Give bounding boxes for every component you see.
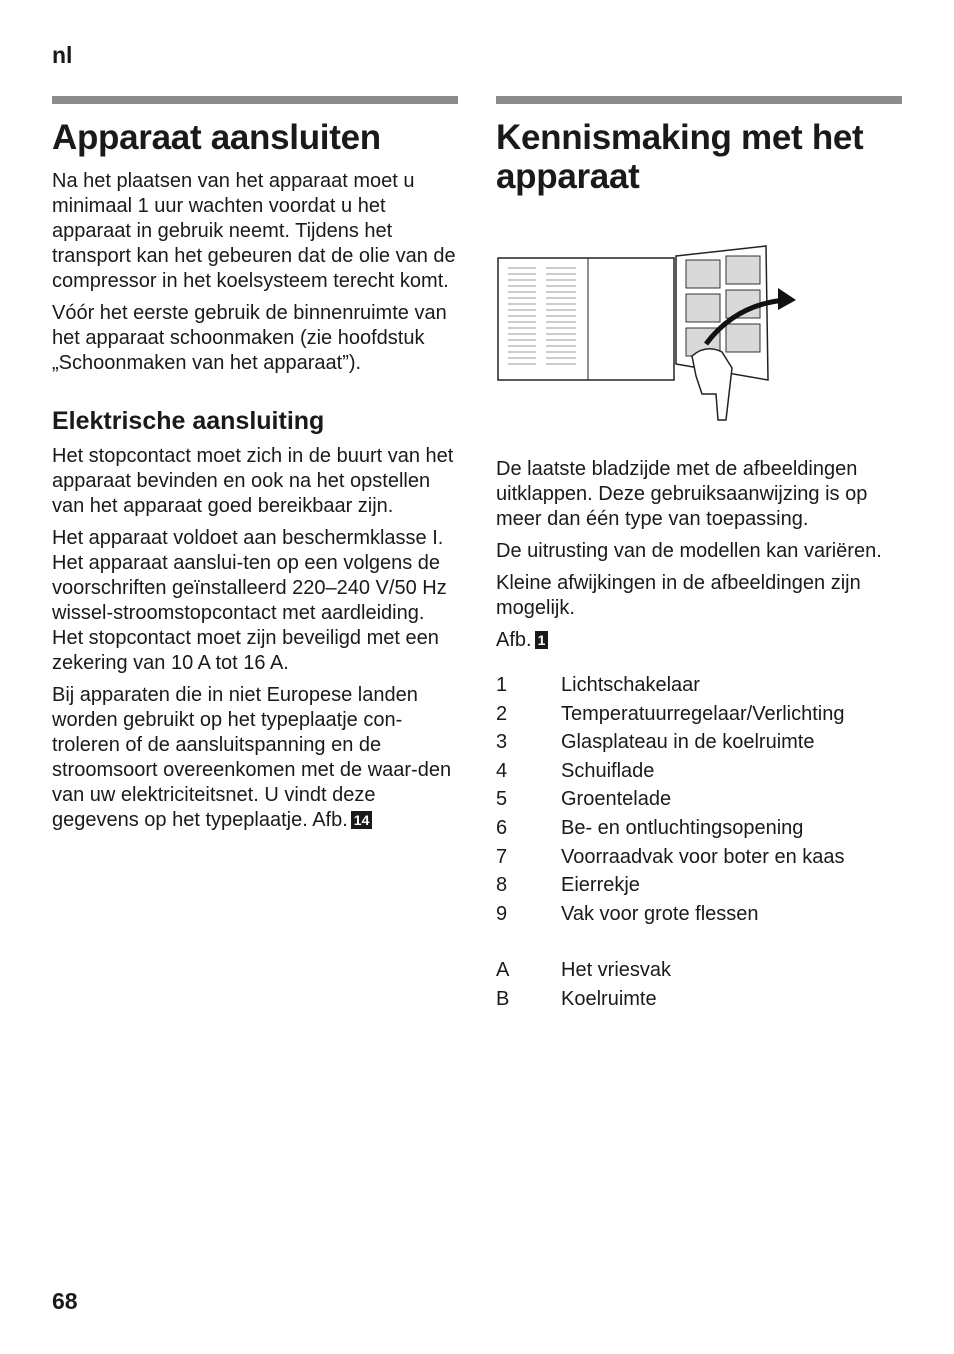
list-item	[496, 757, 902, 786]
item-number: 8	[496, 874, 508, 897]
item-label: Schuiflade	[561, 759, 655, 782]
section-title-aansluiten: Apparaat aansluiten	[52, 118, 381, 157]
section-rule	[52, 96, 458, 104]
item-label: Glasplateau in de koelruimte	[561, 731, 815, 754]
item-label: Koelruimte	[561, 987, 657, 1010]
paragraph-text: Bij apparaten die in niet Europese landen worden gebruikt op het typeplaatje con-troleren of de aansluitspanning en de stroomsoort overeenkomen met de waar-den van uw elektriciteitsnet. U vindt deze gegevens op het typeplaatje. Afb.	[52, 684, 452, 831]
list-item	[496, 843, 902, 872]
item-label: Temperatuurregelaar/Verlichting	[561, 702, 845, 725]
item-label: Groentelade	[561, 788, 672, 811]
item-label: Lichtschakelaar	[561, 674, 700, 696]
language-code: nl	[52, 42, 73, 68]
list-gap	[496, 928, 902, 956]
left-column	[52, 96, 458, 840]
paragraph: Na het plaatsen van het apparaat moet u minimaal 1 uur wachten voordat u het apparaat in gebruik neemt. Tijdens het transport kan het gebeuren dat de olie van de compressor in het koelsysteem terecht komt.	[52, 170, 456, 292]
item-label: Het vriesvak	[561, 959, 672, 982]
list-item	[496, 956, 902, 985]
item-number: 6	[496, 816, 508, 839]
list-item	[496, 785, 902, 814]
paragraph: Vóór het eerste gebruik de binnenruimte van het apparaat schoonmaken (zie hoofdstuk „Schoonmaken van het apparaat”).	[52, 302, 447, 374]
item-number: A	[496, 959, 510, 982]
section-title-kennismaking: Kennismaking met het apparaat	[496, 118, 864, 196]
page-number: 68	[52, 1288, 78, 1314]
figure-reference	[496, 628, 902, 653]
item-label: Eierrekje	[561, 874, 640, 897]
paragraph: Kleine afwijkingen in de afbeeldingen zijn mogelijk.	[496, 572, 861, 619]
item-label: Be- en ontluchtingsopening	[561, 816, 804, 839]
item-number: 7	[496, 845, 508, 868]
list-item	[496, 871, 902, 900]
list-item	[496, 814, 902, 843]
item-number: 2	[496, 702, 508, 725]
item-number: 3	[496, 731, 508, 754]
item-number: 5	[496, 788, 508, 811]
figure-ref-badge: 14	[351, 811, 373, 829]
item-label: Voorraadvak voor boter en kaas	[561, 845, 845, 868]
afb-label: Afb.	[496, 629, 532, 651]
paragraph: Het apparaat voldoet aan beschermklasse I. Het apparaat aanslui-ten op een volgens de voorschriften geïnstalleerd 220–240 V/50 Hz wissel-stroomstopcontact met aardleiding. Het stopcontact moet zijn beveiligd met een zekering van 10 A tot 16 A.	[52, 527, 447, 674]
item-number: 9	[496, 902, 508, 925]
list-item	[496, 728, 902, 757]
list-item	[496, 985, 902, 1014]
paragraph: De uitrusting van de modellen kan variëren.	[496, 540, 882, 562]
item-label: Vak voor grote flessen	[561, 902, 759, 925]
item-number: 1	[496, 674, 508, 696]
item-number: B	[496, 987, 510, 1010]
paragraph: Het stopcontact moet zich in de buurt van het apparaat bevinden en ook na het opstellen van het apparaat goed bereikbaar zijn.	[52, 445, 454, 517]
component-list	[496, 671, 902, 1014]
paragraph	[52, 683, 458, 833]
paragraph: De laatste bladzijde met de afbeeldingen uitklappen. Deze gebruiksaanwijzing is op meer dan één type van toepassing.	[496, 458, 868, 530]
right-column	[496, 96, 902, 1014]
figure-ref-badge: 1	[535, 631, 549, 649]
item-number: 4	[496, 759, 508, 782]
section-rule	[496, 96, 902, 104]
list-item	[496, 900, 902, 929]
subsection-title-elektrisch: Elektrische aansluiting	[52, 407, 325, 435]
list-item	[496, 700, 902, 729]
list-item	[496, 671, 902, 700]
foldout-manual-illustration	[496, 244, 806, 434]
